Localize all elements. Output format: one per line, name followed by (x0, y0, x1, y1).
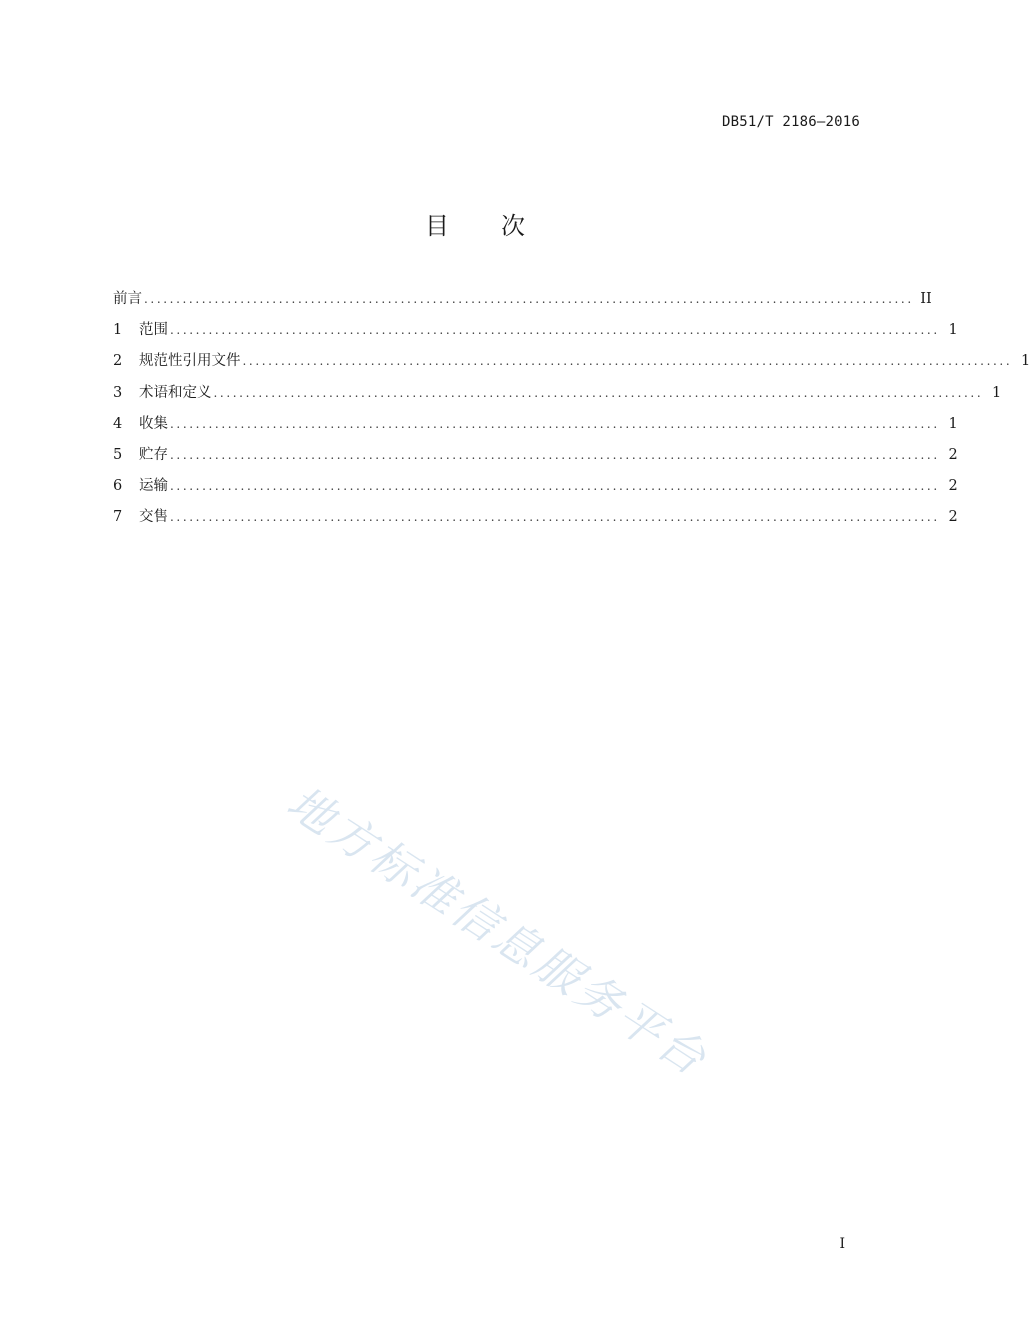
toc-leader-dots: ........................................................................................................................ (170, 416, 940, 431)
toc-entry-page: II (920, 291, 932, 307)
toc-leader-dots: ........................................................................................................................ (144, 292, 914, 306)
toc-entry-sale[interactable] (113, 505, 958, 536)
toc-leader-dots: ........................................................................................................................ (242, 354, 1013, 369)
title-char-2: 次 (501, 212, 525, 240)
toc-leader-dots: ........................................................................................................................ (170, 479, 940, 494)
toc-entry-terms-definitions[interactable] (113, 381, 1002, 412)
toc-entry-number: 7 (113, 509, 123, 526)
toc-entry-number: 1 (113, 322, 123, 339)
standard-code: DB51/T 2186—2016 (721, 114, 860, 130)
toc-entry-storage[interactable] (113, 443, 958, 474)
watermark: 地方标准信息服务平台 (277, 775, 718, 1088)
toc-leader-dots: ........................................................................................................................ (170, 323, 940, 338)
toc-entry-collection[interactable] (113, 412, 958, 443)
table-of-contents (113, 287, 1030, 537)
toc-entry-page: 1 (948, 322, 958, 339)
toc-entry-page: 2 (948, 478, 958, 495)
toc-entry-number: 4 (113, 415, 123, 432)
toc-entry-title: 术语和定义 (139, 384, 212, 401)
toc-entry-number: 3 (113, 384, 123, 401)
toc-entry-title: 交售 (139, 509, 168, 526)
title-char-1: 目 (425, 212, 449, 240)
page-number: I (839, 1236, 845, 1252)
toc-entry-scope[interactable] (113, 318, 958, 349)
toc-entry-title: 规范性引用文件 (139, 353, 241, 370)
page-title (0, 206, 950, 241)
toc-entry-title: 前言 (113, 291, 142, 307)
toc-entry-number: 2 (113, 353, 123, 370)
toc-leader-dots: ........................................................................................................................ (170, 510, 940, 525)
toc-entry-title: 范围 (139, 322, 168, 339)
toc-entry-title: 收集 (139, 415, 168, 432)
toc-leader-dots: ........................................................................................................................ (170, 447, 940, 462)
toc-leader-dots: ........................................................................................................................ (213, 385, 984, 400)
toc-entry-page: 2 (948, 446, 958, 463)
toc-entry-number: 6 (113, 478, 123, 495)
toc-entry-transport[interactable] (113, 474, 958, 505)
toc-entry-page: 1 (992, 384, 1002, 401)
toc-entry-page: 1 (948, 415, 958, 432)
toc-entry-normative-references[interactable] (113, 349, 1030, 380)
toc-entry-number: 5 (113, 446, 123, 463)
toc-entry-page: 2 (948, 509, 958, 526)
toc-entry-page: 1 (1021, 353, 1030, 370)
toc-entry-title: 贮存 (139, 446, 168, 463)
toc-entry-title: 运输 (139, 478, 168, 495)
toc-entry-foreword[interactable] (113, 287, 932, 318)
